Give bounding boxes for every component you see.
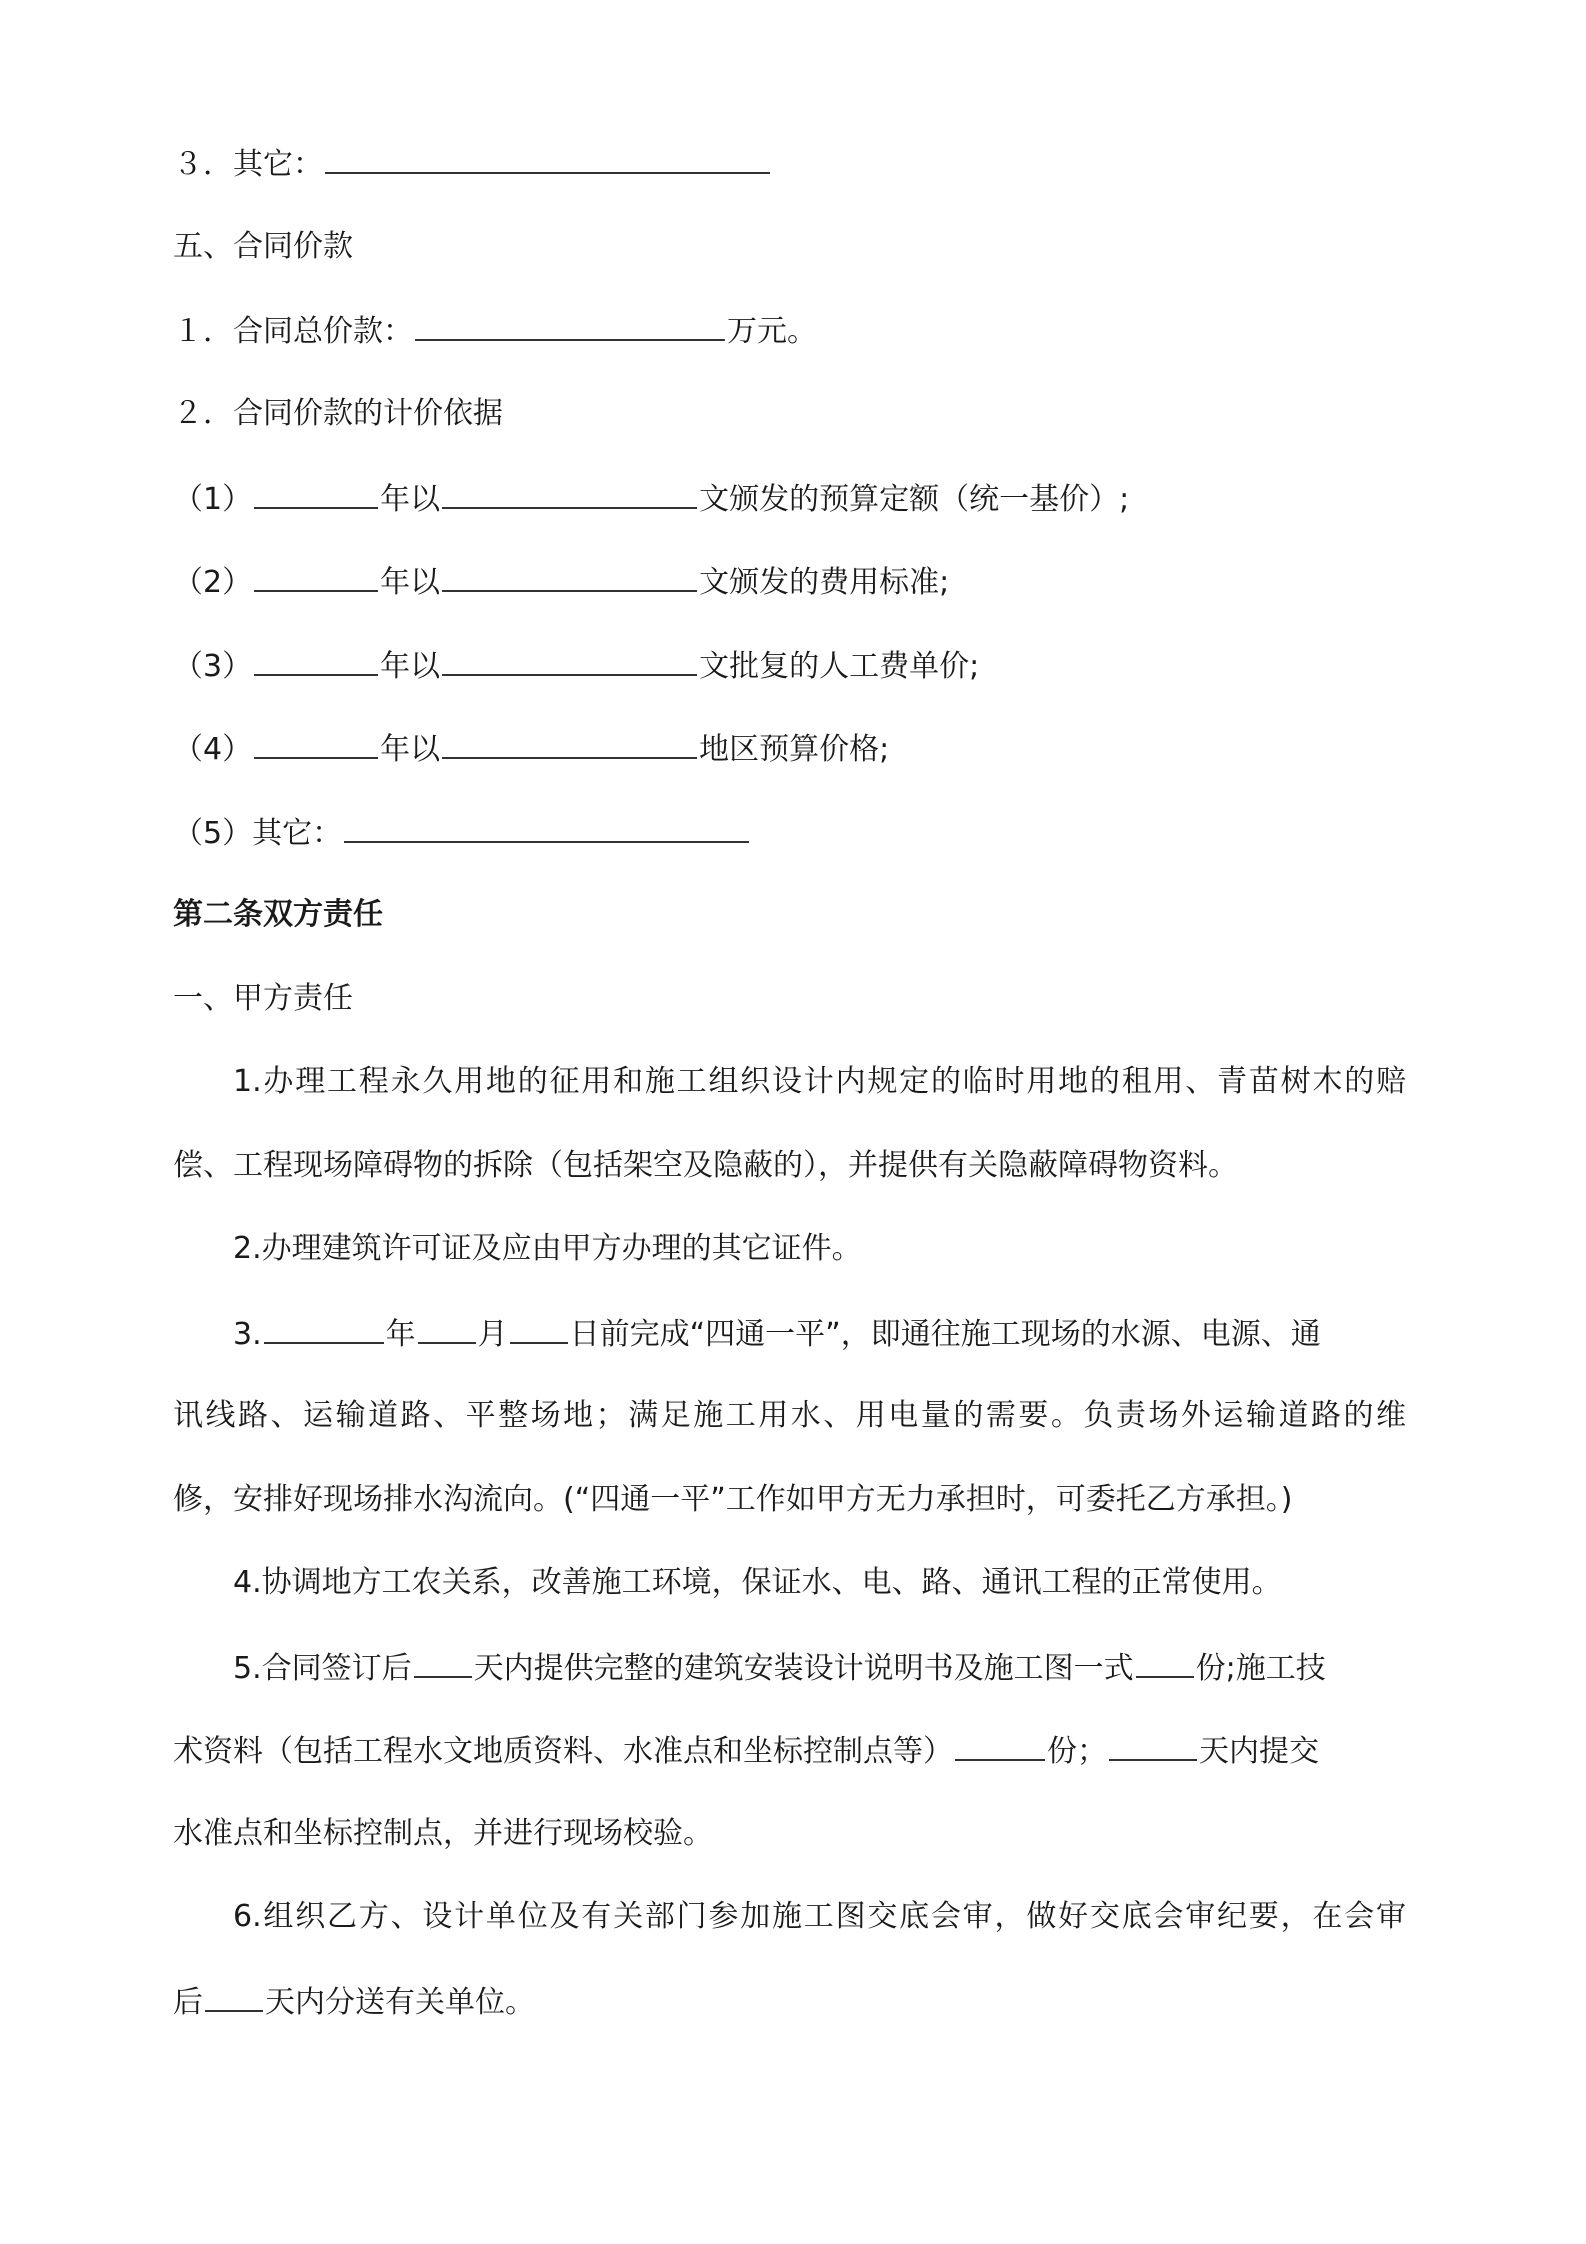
- duty-3-line-2: [173, 1391, 1406, 1441]
- text: （3）: [173, 649, 253, 684]
- text: 2.办理建筑许可证及应由甲方办理的其它证件。: [233, 1231, 862, 1266]
- text: １．合同总价款：: [173, 314, 413, 349]
- section-heading-contract-price: [173, 222, 1406, 272]
- text: 一、甲方责任: [173, 981, 353, 1016]
- duty-6-line-1: [233, 1892, 1406, 1942]
- fill-blank[interactable]: [510, 1308, 568, 1344]
- basis-item-3: [173, 640, 1406, 690]
- text: 份;施工技: [1195, 1651, 1326, 1686]
- fill-blank[interactable]: [254, 640, 378, 676]
- fill-blank[interactable]: [1136, 1642, 1194, 1678]
- fill-blank[interactable]: [264, 1308, 384, 1344]
- fill-blank[interactable]: [254, 556, 378, 592]
- text: 修，安排好现场排水沟流向。(“四通一平”工作如甲方无力承担时，可委托乙方承担。): [173, 1482, 1293, 1517]
- text: 天内分送有关单位。: [265, 1985, 535, 2020]
- text: 3.: [233, 1317, 262, 1352]
- text: 第二条双方责任: [173, 897, 383, 932]
- text: 6.组织乙方、设计单位及有关部门参加施工图交底会审，做好交底会审纪要，在会审: [233, 1899, 1406, 1934]
- text: 后: [173, 1985, 203, 2020]
- other-item-3: [173, 138, 1406, 188]
- text: （1）: [173, 482, 253, 517]
- fill-blank[interactable]: [418, 1308, 476, 1344]
- basis-item-1: [173, 473, 1406, 523]
- fill-blank[interactable]: [1109, 1725, 1197, 1761]
- fill-blank[interactable]: [442, 640, 697, 676]
- text: 天内提交: [1199, 1734, 1319, 1769]
- text: 文颁发的预算定额（统一基价）;: [699, 482, 1130, 517]
- duty-2: [233, 1224, 1406, 1274]
- duty-4: [233, 1558, 1406, 1608]
- text: 年以: [380, 732, 441, 767]
- text: 份；: [1047, 1734, 1107, 1769]
- fill-blank[interactable]: [955, 1725, 1045, 1761]
- duty-3-line-3: [173, 1475, 1406, 1525]
- text: 月: [477, 1317, 508, 1352]
- fill-blank[interactable]: [325, 138, 770, 174]
- text: 地区预算价格;: [699, 732, 890, 767]
- duty-6-line-2: [173, 1976, 1406, 2026]
- fill-blank[interactable]: [442, 556, 697, 592]
- text: 年以: [380, 649, 441, 684]
- text: （5）其它：: [173, 816, 343, 851]
- fill-blank[interactable]: [442, 473, 697, 509]
- text: 术资料（包括工程水文地质资料、水准点和坐标控制点等）: [173, 1734, 953, 1769]
- text: 讯线路、运输道路、平整场地；满足施工用水、用电量的需要。负责场外运输道路的维: [173, 1398, 1406, 1433]
- text: 年以: [380, 482, 441, 517]
- text: ２．合同价款的计价依据: [173, 396, 503, 431]
- text: 4.协调地方工农关系，改善施工环境，保证水、电、路、通讯工程的正常使用。: [233, 1565, 1282, 1600]
- duty-1-line-1: [233, 1057, 1406, 1107]
- text: 万元。: [727, 314, 817, 349]
- text: （2）: [173, 565, 253, 600]
- text: 水准点和坐标控制点，并进行现场校验。: [173, 1816, 713, 1851]
- duty-5-line-1: [233, 1642, 1406, 1692]
- duty-1-line-2: [173, 1141, 1406, 1191]
- fill-blank[interactable]: [442, 723, 697, 759]
- fill-blank[interactable]: [415, 305, 725, 341]
- basis-item-5: [173, 807, 1406, 857]
- text: ３．其它：: [173, 147, 323, 182]
- fill-blank[interactable]: [414, 1642, 472, 1678]
- fill-blank[interactable]: [254, 723, 378, 759]
- text: 偿、工程现场障碍物的拆除（包括架空及隐蔽的），并提供有关隐蔽障碍物资料。: [173, 1148, 1238, 1183]
- text: 年以: [380, 565, 441, 600]
- fill-blank[interactable]: [205, 1976, 263, 2012]
- duty-5-line-3: [173, 1809, 1406, 1859]
- text: 五、合同价款: [173, 229, 353, 264]
- text: 1.办理工程永久用地的征用和施工组织设计内规定的临时用地的租用、青苗树木的赔: [233, 1064, 1406, 1099]
- party-a-heading: [173, 974, 1406, 1024]
- basis-item-2: [173, 556, 1406, 606]
- text: （4）: [173, 732, 253, 767]
- text: 5.合同签订后: [233, 1651, 412, 1686]
- text: 年: [385, 1317, 416, 1352]
- text: 文批复的人工费单价;: [699, 649, 980, 684]
- text: 天内提供完整的建筑安装设计说明书及施工图一式: [473, 1651, 1134, 1686]
- basis-item-4: [173, 723, 1406, 773]
- total-price-line: [173, 305, 1406, 355]
- text: 日前完成“四通一平”，即通往施工现场的水源、电源、通: [569, 1317, 1321, 1352]
- fill-blank[interactable]: [254, 473, 378, 509]
- text: 文颁发的费用标准;: [699, 565, 950, 600]
- duty-3-line-1: [233, 1308, 1406, 1358]
- duty-5-line-2: [173, 1725, 1406, 1775]
- article-2-heading: [173, 890, 1406, 940]
- fill-blank[interactable]: [344, 807, 749, 843]
- pricing-basis-heading: [173, 389, 1406, 439]
